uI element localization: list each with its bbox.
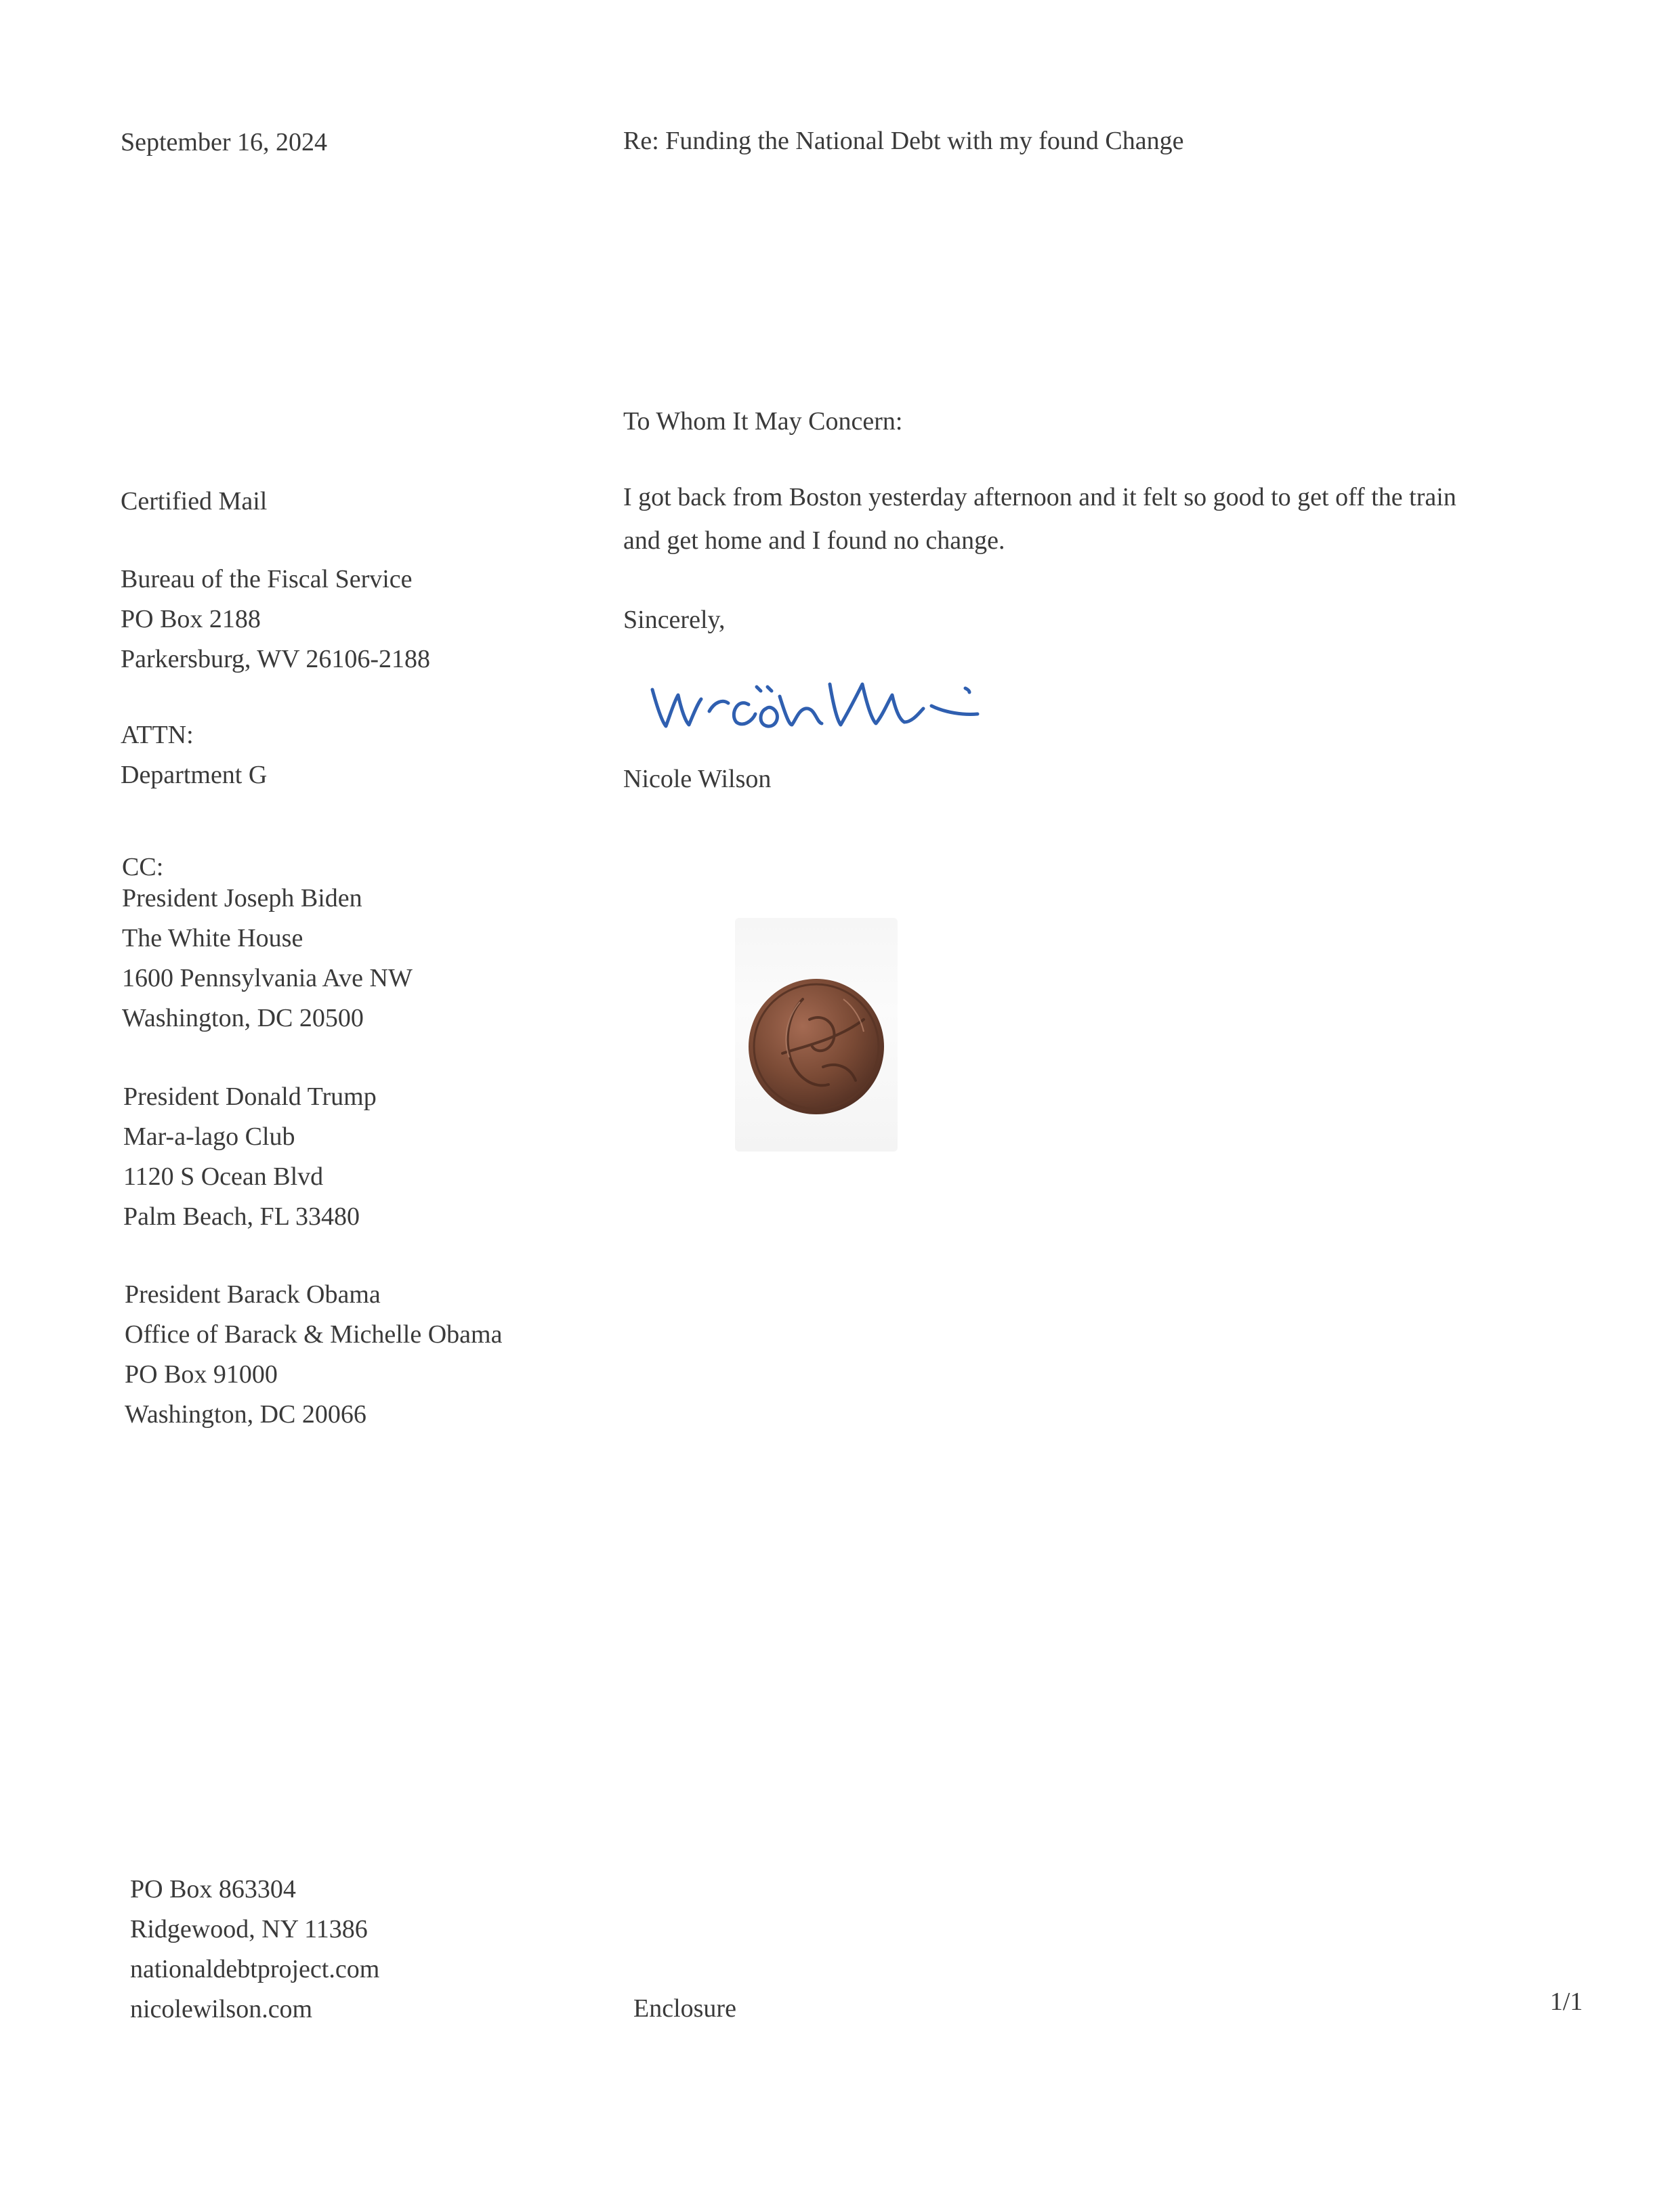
cc-label: CC: (122, 853, 164, 881)
attn-label: ATTN: (121, 721, 194, 749)
handwritten-signature (647, 657, 999, 738)
salutation: To Whom It May Concern: (623, 407, 903, 436)
mail-type: Certified Mail (121, 487, 268, 516)
cc-line: 1120 S Ocean Blvd (123, 1162, 324, 1191)
page-number: 1/1 (1550, 1987, 1583, 2016)
cc-recipient (125, 1275, 502, 1435)
penny-coin-icon (742, 972, 891, 1121)
enclosure-note: Enclosure (633, 1994, 736, 2023)
cc-line: President Joseph Biden (122, 884, 362, 912)
sender-line: Ridgewood, NY 11386 (130, 1915, 368, 1943)
body-line: and get home and I found no change. (623, 526, 1005, 555)
cc-line: Washington, DC 20500 (122, 1004, 364, 1032)
attention (121, 715, 267, 795)
cc-line: Palm Beach, FL 33480 (123, 1202, 360, 1231)
enclosed-penny (711, 918, 915, 1152)
cc-line: PO Box 91000 (125, 1360, 278, 1389)
closing: Sincerely, (623, 606, 726, 634)
cc-recipient (122, 879, 413, 1038)
letter-date: September 16, 2024 (121, 128, 328, 156)
sender-website: nationaldebtproject.com (130, 1955, 380, 1983)
recipient-address (121, 560, 430, 679)
cc-line: Mar-a-lago Club (123, 1122, 295, 1151)
cc-line: Washington, DC 20066 (125, 1400, 366, 1429)
cc-line: The White House (122, 924, 303, 952)
sender-line: PO Box 863304 (130, 1875, 296, 1903)
sender-website: nicolewilson.com (130, 1995, 313, 2023)
body-line: I got back from Boston yesterday afternoon and it felt so good to get off the train (623, 483, 1456, 511)
cc-line: Office of Barack & Michelle Obama (125, 1320, 503, 1349)
letter-subject: Re: Funding the National Debt with my found Change (623, 127, 1184, 155)
signer-name: Nicole Wilson (623, 765, 772, 793)
sender-address (130, 1870, 379, 2029)
address-line: Parkersburg, WV 26106-2188 (121, 645, 431, 673)
attn-department: Department G (121, 761, 268, 789)
address-line: Bureau of the Fiscal Service (121, 565, 413, 593)
address-line: PO Box 2188 (121, 605, 261, 633)
cc-recipient (123, 1077, 377, 1237)
cc-line: President Barack Obama (125, 1280, 381, 1309)
cc-line: 1600 Pennsylvania Ave NW (122, 964, 413, 992)
letter-body (623, 476, 1456, 562)
cc-line: President Donald Trump (123, 1082, 377, 1111)
